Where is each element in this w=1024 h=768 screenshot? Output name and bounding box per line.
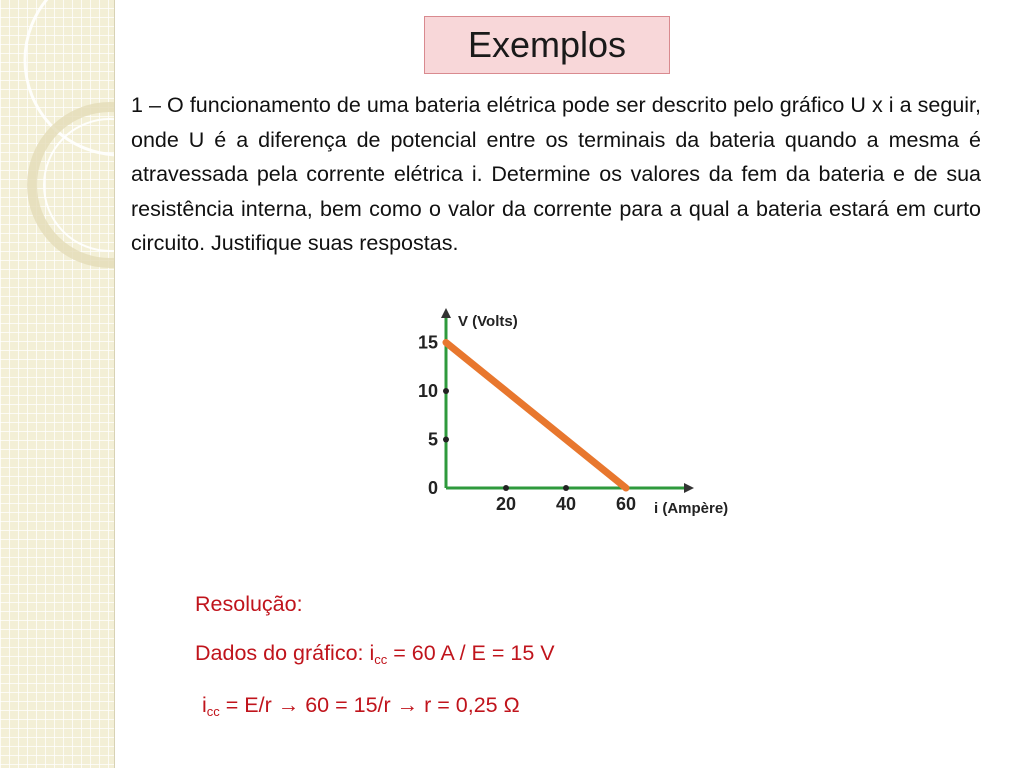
x-axis-arrow (684, 483, 694, 493)
y-tick-dot-10 (443, 388, 449, 394)
series-line-0 (446, 343, 626, 489)
y-tick-label-5: 5 (427, 429, 438, 450)
voltage-current-chart (412, 302, 762, 524)
resolution-line1-sub: cc (374, 652, 388, 667)
y-tick-label-10: 10 (417, 381, 438, 401)
y-axis-arrow (441, 308, 451, 318)
decorative-sidebar (0, 0, 115, 768)
y-axis-label: V (Volts) (458, 313, 518, 330)
resolution-line1-suffix: = 60 A / E = 15 V (387, 641, 555, 665)
resolution-line2-sub: cc (206, 704, 220, 719)
x-tick-label-20: 20 (495, 494, 517, 514)
resolution-line2-prefix: i (202, 693, 207, 717)
resolution-line1-prefix: Dados do gráfico: i (195, 641, 375, 665)
sidebar-rings-decoration (0, 0, 114, 768)
slide-title: Exemplos (424, 16, 670, 74)
x-axis-label: i (Ampère) (654, 500, 729, 517)
chart-axes (441, 308, 694, 493)
y-tick-labels (418, 333, 449, 499)
chart-series (446, 343, 626, 489)
problem-statement: 1 – O funcionamento de uma bateria elétrica pode ser descrito pelo gráfico U x i a seguir, onde U é a diferença de potencial entre os terminais da bateria quando a mesma é atravessada pela corrente elétrica i. Determine os valores da fem da bateria e de sua resistência interna, bem como o valor da corrente para a qual a bateria estará em curto circuito. Justifique suas respostas. (131, 93, 981, 255)
x-tick-dot-40 (563, 485, 569, 491)
resolution-data-line (195, 641, 555, 667)
x-tick-label-40: 40 (555, 494, 577, 514)
x-tick-label-60: 60 (615, 494, 637, 514)
x-tick-dot-20 (503, 485, 509, 491)
y-tick-label-0: 0 (427, 478, 438, 498)
resolution-formula-line (202, 693, 520, 719)
resolution-heading: Resolução: (195, 592, 303, 616)
y-tick-label-15: 15 (417, 332, 438, 353)
y-tick-dot-5 (443, 437, 449, 443)
resolution-line2-suffix: = E/r → 60 = 15/r → r = 0,25 Ω (219, 693, 520, 717)
